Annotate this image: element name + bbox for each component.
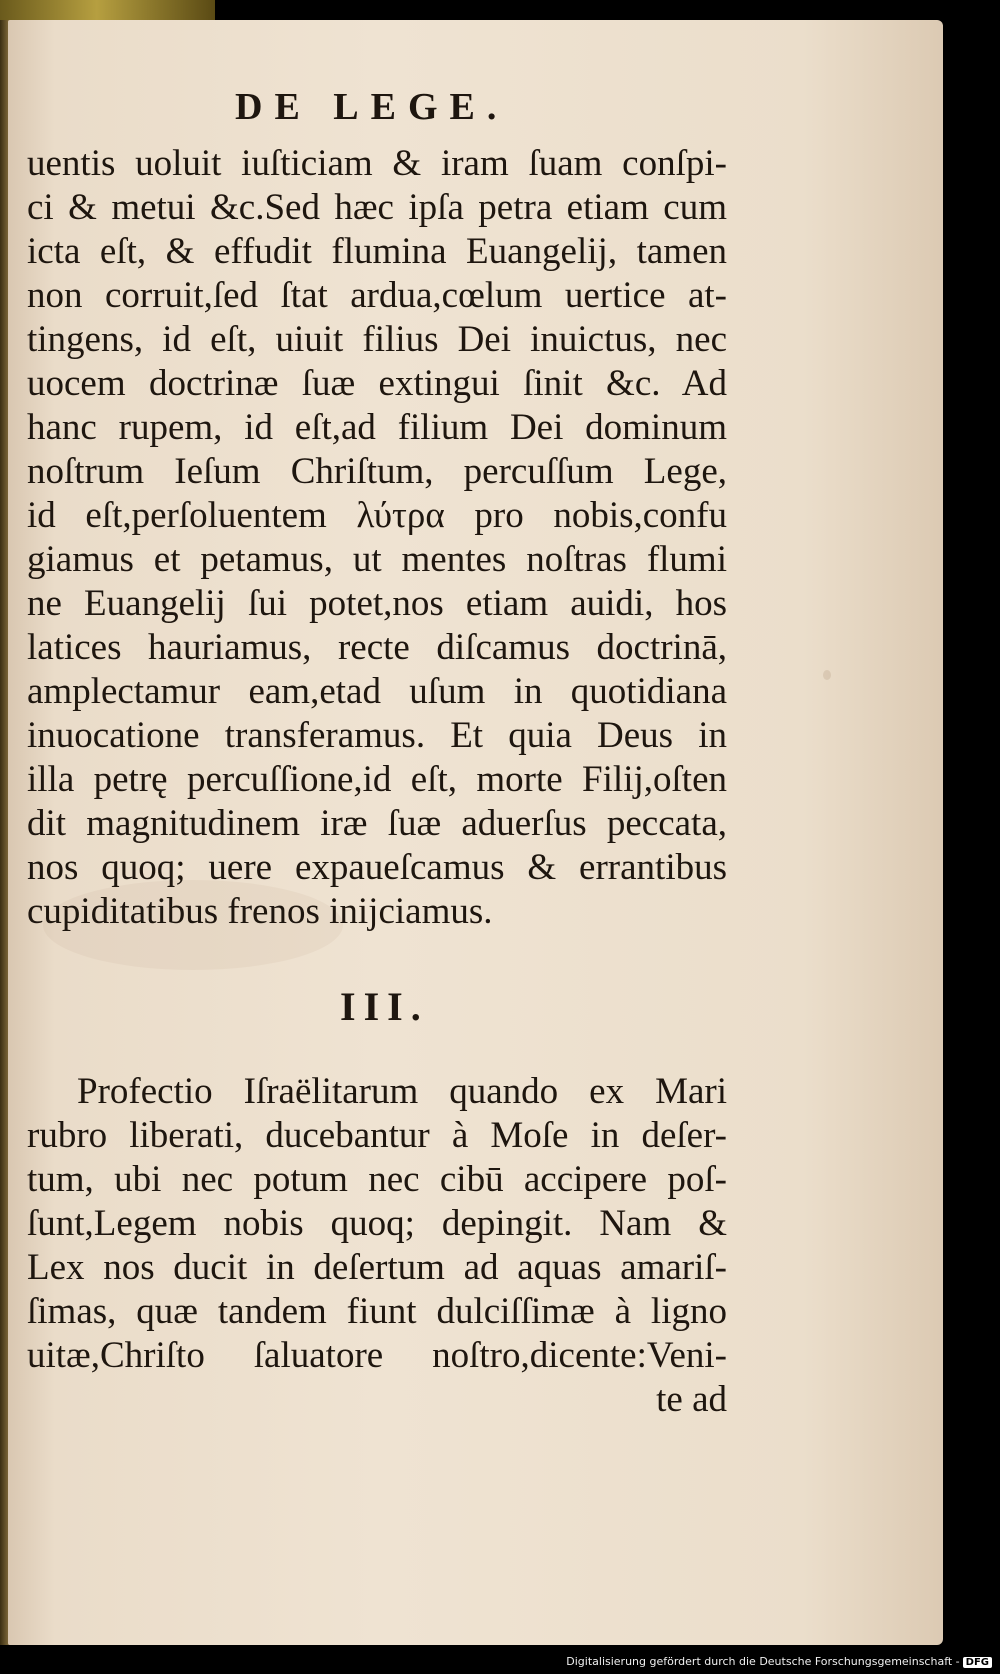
text-line: inuocatione transferamus. Et quia Deus in [27, 715, 727, 756]
dfg-logo: DFG [963, 1657, 992, 1668]
text-line: uitæ,Chriſto ſaluatore noſtro,dicente:Veni- [27, 1335, 727, 1376]
text-line: Lex nos ducit in deſertum ad aquas amariſ- [27, 1247, 727, 1288]
text-line: ſimas, quæ tandem fiunt dulciſſimæ à ligno [27, 1291, 727, 1332]
page-stain [823, 670, 831, 680]
digitization-credit [566, 1655, 992, 1668]
paragraph-1 [27, 142, 727, 934]
text-line: rubro liberati, ducebantur à Moſe in deſer- [27, 1115, 727, 1156]
text-line: cupiditatibus frenos inijciamus. [27, 891, 493, 932]
text-line: noſtrum Ieſum Chriſtum, percuſſum Lege, [27, 451, 727, 492]
paragraph-2 [27, 1070, 727, 1422]
text-line: icta eſt, & effudit flumina Euangelij, tamen [27, 231, 727, 272]
text-line: non corruit,ſed ſtat ardua,cœlum uertice at- [27, 275, 727, 316]
text-line: uentis uoluit iuſticiam & iram ſuam conſpi- [27, 143, 727, 184]
text-line: dit magnitudinem iræ ſuæ aduerſus peccata, [27, 803, 727, 844]
book-spine-top [0, 0, 215, 22]
text-line: amplectamur eam,etad uſum in quotidiana [27, 671, 727, 712]
text-line: tum, ubi nec potum nec cibū accipere poſ- [27, 1159, 727, 1200]
text-line: ſunt,Legem nobis quoq; depingit. Nam & [27, 1203, 727, 1244]
catchword: te ad [656, 1379, 727, 1420]
text-line: ne Euangelij ſui potet,nos etiam auidi, hos [27, 583, 727, 624]
running-head: DE LEGE. [235, 86, 509, 128]
credit-text: Digitalisierung gefördert durch die Deutsche Forschungsgemeinschaft - [566, 1655, 960, 1668]
text-line: uocem doctrinæ ſuæ extingui ſinit &c. Ad [27, 363, 727, 404]
text-line: illa petrę percuſſione,id eſt, morte Filij,oſten [27, 759, 727, 800]
text-line: id eſt,perſoluentem λύτρα pro nobis,confu [27, 495, 727, 536]
text-line: Profectio Iſraëlitarum quando ex Mari [77, 1071, 727, 1112]
text-line: tingens, id eſt, uiuit filius Dei inuictus, nec [27, 319, 727, 360]
text-line: ci & metui &c.Sed hæc ipſa petra etiam cum [27, 187, 727, 228]
text-line: giamus et petamus, ut mentes noſtras flumi [27, 539, 727, 580]
text-line: hanc rupem, id eſt,ad filium Dei dominum [27, 407, 727, 448]
text-line: nos quoq; uere expaueſcamus & errantibus [27, 847, 727, 888]
text-line: latices hauriamus, recte diſcamus doctrinā, [27, 627, 727, 668]
section-number: III. [340, 984, 429, 1029]
